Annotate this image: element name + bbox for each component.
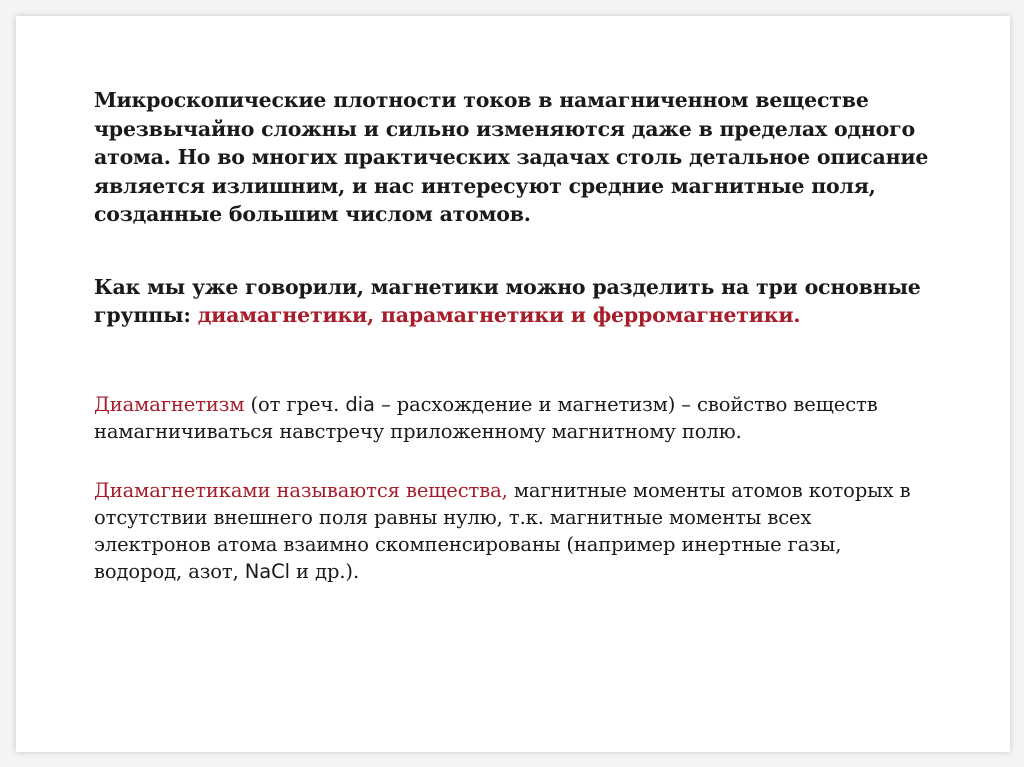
nacl-formula: NaCl xyxy=(244,559,290,583)
groups-lead-text: Как мы уже говорили, магнетики можно разделить на три основные группы: xyxy=(94,274,921,327)
diamagnetism-text-before: (от греч. xyxy=(244,392,346,416)
slide-content xyxy=(94,86,934,585)
diamagnetics-tail: и др.). xyxy=(289,559,360,583)
diamagnetism-text-after: – расхождение и магнетизм) – свойство веществ намагничиваться навстречу приложенному магнитному полю. xyxy=(94,392,878,443)
paragraph-diamagnetism-definition xyxy=(94,391,934,445)
paragraph-microscopic-currents: Микроскопические плотности токов в намагниченном веществе чрезвычайно сложны и сильно изменяются даже в пределах одного атома. Но во многих практических задачах столь детальное описание является излишним, и нас интересуют средние магнитные поля, созданные большим числом атомов. xyxy=(94,88,929,226)
groups-highlight: диамагнетики, парамагнетики и ферромагнетики. xyxy=(197,303,801,327)
paragraph-magnetic-groups xyxy=(94,273,934,330)
diamagnetics-text: магнитные моменты атомов которых в отсутствии внешнего поля равны нулю, т.к. магнитные моменты всех электронов атома взаимно скомпенсированы (например инертные газы, водород, азот, xyxy=(94,478,911,583)
dia-word: dia xyxy=(345,392,375,416)
diamagnetics-term: Диамагнетиками называются вещества, xyxy=(94,478,508,502)
paragraph-diamagnetics-definition xyxy=(94,477,934,585)
diamagnetism-term: Диамагнетизм xyxy=(94,392,245,416)
slide xyxy=(16,16,1010,752)
